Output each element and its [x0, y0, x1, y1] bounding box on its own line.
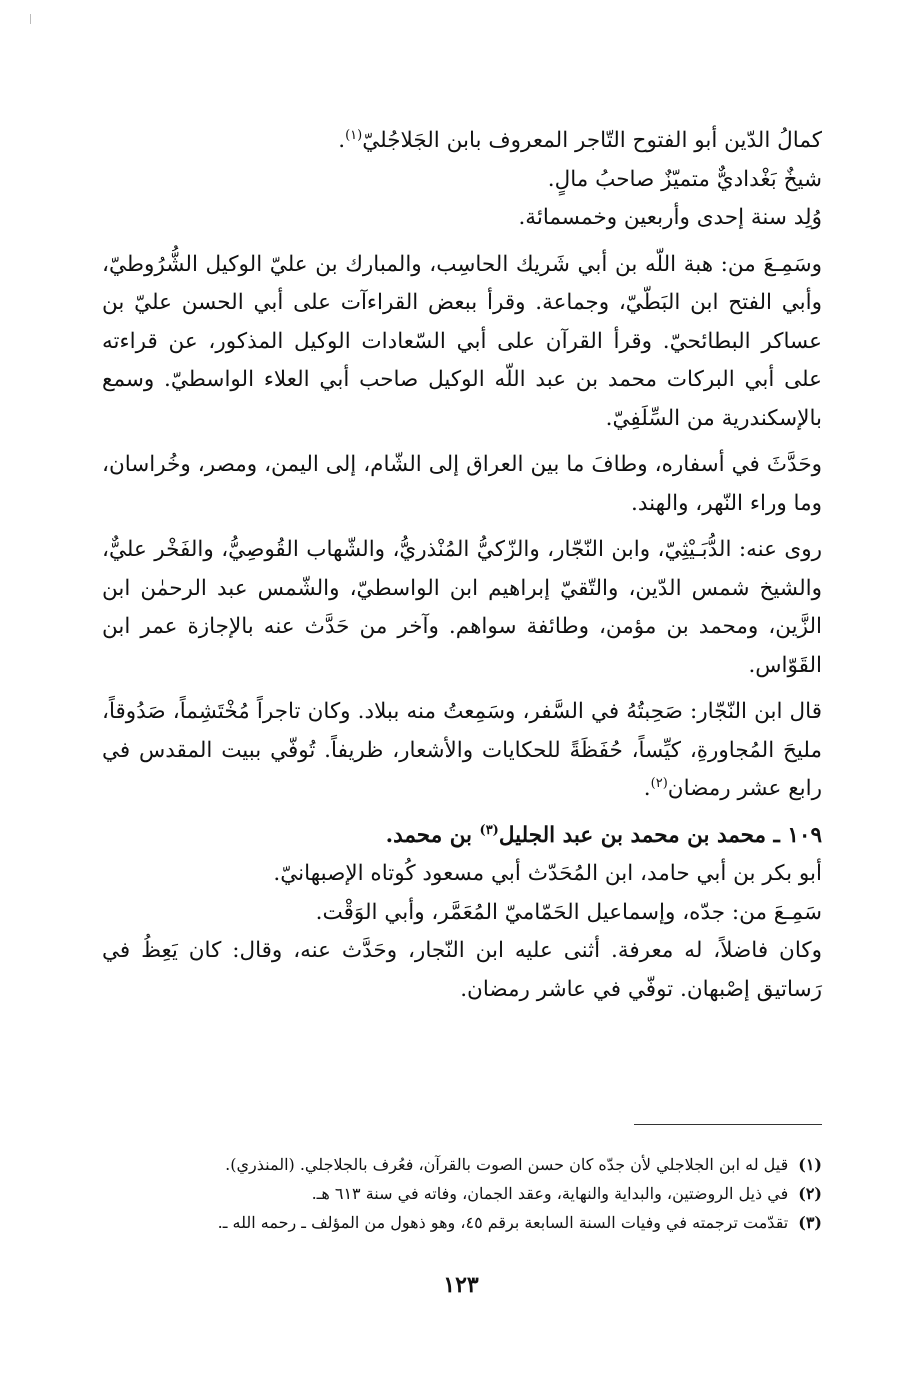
- footnote-1: [102, 1150, 822, 1179]
- footnotes: [102, 1150, 822, 1237]
- entry-108-teachers: وسَمِـعَ من: هبة اللّه بن أبي شَريك الحاسِب، والمبارك بن عليّ الوكيل الشُّرُوطيّ، وأبي الفتح ابن البَطّيّ، وجماعة. وقرأ ببعض القراءآت على أبي الحسن عليّ بن عساكر البطائحيّ. وقرأ القرآن على أبي السّعادات الوكيل المذكور، عن قراءته على أبي البركات محمد بن عبد اللّه الوكيل صاحب أبي العلاء الواسطيّ. وسمع بالإسكندرية من السِّلَفِيّ.: [102, 251, 822, 431]
- main-text: [102, 122, 822, 1017]
- footnote-3: [102, 1208, 822, 1237]
- entry-109-kunya: أبو بكر بن أبي حامد، ابن المُحَدّث أبي مسعود كُوتاه الإصبهانيّ.: [273, 861, 822, 886]
- footnote-ref-3[interactable]: (٣): [479, 822, 499, 838]
- footnote-number: (١): [798, 1155, 822, 1174]
- footnote-text: قيل له ابن الجلاجلي لأن جدّه كان حسن الصوت بالقرآن، فعُرف بالجلاجلي. (المنذري).: [225, 1155, 789, 1174]
- entry-109-teachers: سَمِـعَ من: جدّه، وإسماعيل الحَمّاميّ المُعَمَّر، وأبي الوَقْت.: [315, 899, 822, 925]
- entry-109: [102, 817, 822, 1010]
- entry-108-ibn-najjar: قال ابن النّجّار: صَحِبتُهُ في السَّفر، وسَمِعتُ منه ببلاد. وكان تاجراً مُخْتَشِماً، صَدُوقاً، مليحَ المُجاورةِ، كيِّساً، حُفَظَةً للحكايات والأشعار، ظريفاً. تُوفّي ببيت المقدس في رابع عشر رمضان$^{(٢)}$.: [102, 699, 822, 801]
- entry-108-travels: وحَدَّثَ في أسفاره، وطافَ ما بين العراق إلى الشّام، إلى اليمن، ومصر، وخُراسان، وما وراء النّهر، والهند.: [102, 452, 822, 516]
- footnote-ref-1[interactable]: (١): [345, 127, 363, 143]
- corner-mark: [30, 14, 31, 24]
- entry-108-description: شيخٌ بَغْداديٌّ متميّزٌ صاحبُ مالٍ.: [547, 166, 822, 192]
- entry-108-name-line: كمالُ الدّين أبو الفتوح التّاجر المعروف بابن الجَلاجُليّ$^{(١)}$.: [338, 127, 822, 153]
- entry-108-intro: [102, 122, 822, 238]
- entry-109-praise: وكان فاضلاً، له معرفة. أثنى عليه ابن النّجار، وحَدَّث عنه، وقال: كان يَعِظُ في رَساتيق إصْبهان. توفّي في عاشر رمضان.: [102, 938, 822, 1002]
- entry-109-heading: ١٠٩ ـ محمد بن محمد بن عبد الجليل$^{(٣)}$ بن محمد.: [385, 822, 822, 848]
- entry-108-students: روى عنه: الدُّبَـيْثِيّ، وابن النّجّار، والزّكيُّ المُنْذريُّ، والشّهاب القُوصِيُّ، والفَخْر عليٌّ، والشيخ شمس الدّين، والتّقيّ إبراهيم ابن الواسطيّ، والشّمس عبد الرحمٰن ابن الزَّين، ومحمد بن مؤمن، وطائفة سواهم. وآخر من حَدَّث عنه بالإجازة عمر ابن القَوّاس.: [102, 537, 822, 678]
- page-number: ١٢٣: [443, 1272, 479, 1298]
- entry-108-birth: وُلِد سنة إحدى وأربعين وخمسمائة.: [518, 205, 822, 230]
- footnote-text: في ذيل الروضتين، والبداية والنهاية، وعقد الجمان، وفاته في سنة ٦١٣ هـ.: [311, 1184, 789, 1203]
- footnote-text: تقدّمت ترجمته في وفيات السنة السابعة برقم ٤٥، وهو ذهول من المؤلف ـ رحمه الله ـ.: [217, 1213, 789, 1232]
- footnote-divider: [634, 1124, 822, 1125]
- footnote-ref-2[interactable]: (٢): [650, 775, 668, 791]
- footnote-number: (٢): [798, 1184, 822, 1203]
- footnote-number: (٣): [798, 1213, 822, 1232]
- footnote-2: [102, 1179, 822, 1208]
